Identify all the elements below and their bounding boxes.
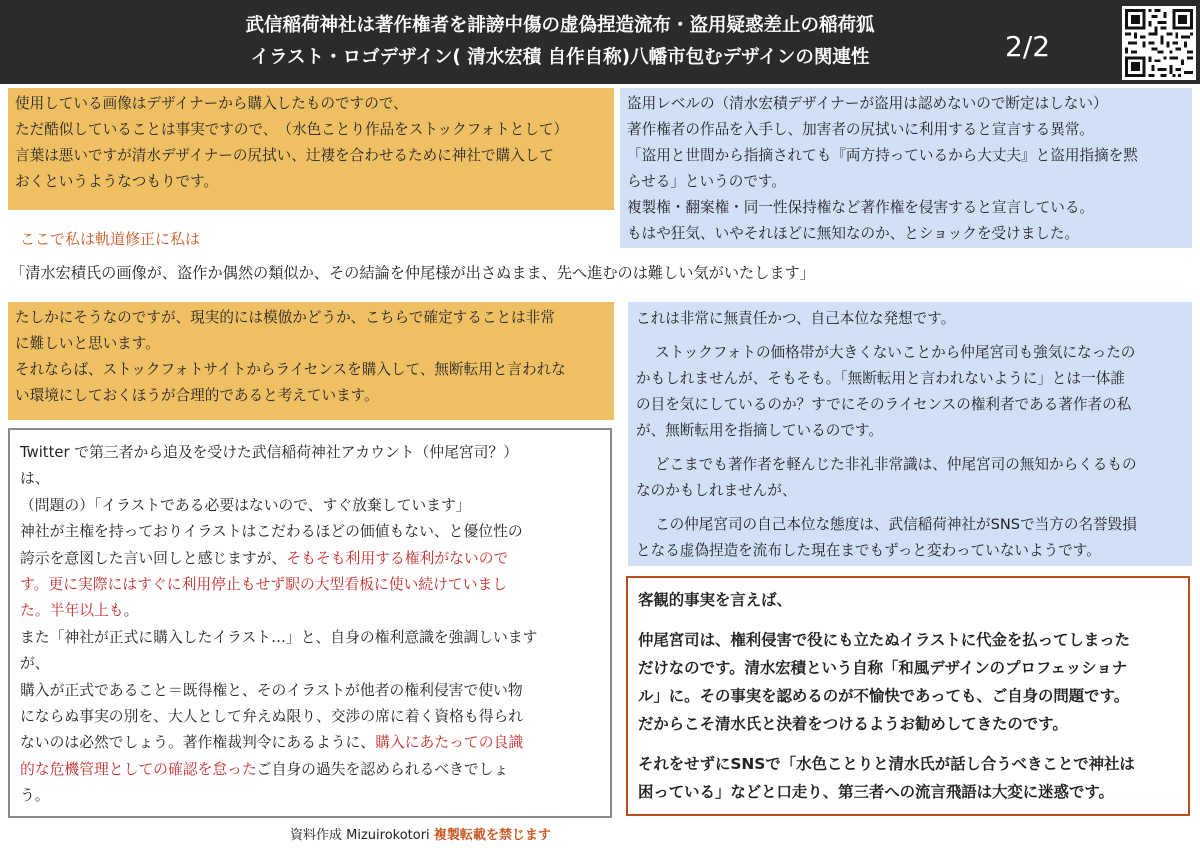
box6-line-4: ル」に。その事実を認めるのが不愉快であっても、ご自身の問題です。 [638, 687, 1130, 705]
box5-line-5b: そもそも利用する権利がないので [286, 549, 509, 567]
box6-line-2: 仲尾宮司は、権利侵害で役にも立たぬイラストに代金を払ってしまった [638, 631, 1131, 649]
box4-line-8: この仲尾宮司の自己本位な態度は、武信稲荷神社がSNSで当方の名誉毀損 [654, 516, 1137, 533]
header-bar [0, 0, 1200, 84]
box5-line-12 [20, 730, 610, 756]
twitter-account-analysis-box [8, 428, 612, 818]
box5-line-13 [20, 757, 610, 783]
page-number: 2/2 [1005, 30, 1051, 63]
box4-line-7: なのかもしれませんが、 [636, 482, 797, 499]
box2-line-5: 複製権・翻案権・同一性保持権など著作権を侵害すると宣言している。 [627, 199, 1095, 216]
box5-line-5a: 誇示を意図した言い回しと感じますが、 [20, 549, 287, 567]
box3-line-2: に難しいと思います。 [15, 335, 160, 352]
box4-line-3: かもしれませんが、そもそも。「無断転用と言われないように」とは一体誰 [636, 370, 1125, 387]
box6-line-5: だからこそ清水氏と決着をつけるようお勧めしてきたのです。 [638, 715, 1068, 733]
irresponsibility-response-box [628, 302, 1192, 566]
box5-line-14: う。 [20, 787, 50, 805]
box6-line-3: だけなのです。清水宏積という自称「和風デザインのプロフェッショナ [638, 659, 1128, 677]
quote-text: 「清水宏積氏の画像が、盗作か偶然の類似か、その結論を仲尾様が出さぬまま、先へ進むのは難しい気がいたします」 [10, 264, 815, 282]
box5-line-8: また「神社が正式に購入したイラスト…」と、自身の権利意識を強調しいます [20, 628, 538, 646]
box6-line-1: 客観的事実を言えば、 [638, 591, 792, 609]
box2-line-3: 「盗用と世間から指摘されても『両方持っているから大丈夫』と盗用指摘を黙 [627, 147, 1138, 164]
box5-line-1: Twitter で第三者から追及を受けた武信稲荷神社アカウント（仲尾宮司？） [20, 444, 519, 461]
box4-line-4: の目を気にしているのか？すでにそのライセンスの権利者である著作者の私 [636, 396, 1132, 413]
box5-line-2: は、 [20, 470, 50, 488]
correction-label: ここで私は軌道修正に私は [20, 230, 201, 248]
box4-line-2: ストックフォトの価格帯が大きくないことから仲尾宮司も強気になったの [654, 344, 1136, 361]
box5-line-12a: ないのは必然でしょう。著作権裁判令にあるように、 [20, 734, 376, 752]
box3-line-4: い環境にしておくほうが合理的であると考えています。 [15, 387, 379, 404]
box2-line-6: もはや狂気、いやそれほどに無知なのか、とショックを受けました。 [627, 225, 1080, 242]
box5-line-10: 購入が正式であること＝既得権と、そのイラストが他者の権利侵害で使い物 [20, 681, 523, 699]
box4-line-6: どこまでも著作者を軽んじた非礼非常識は、仲尾宮司の無知からくるもの [654, 456, 1137, 473]
box5-line-7a: た。半年以上も [20, 602, 124, 620]
box5-line-12b: 購入にあたっての良識 [375, 734, 524, 752]
designer-purchase-quote-box [8, 88, 614, 210]
box4-line-1: これは非常に無責任かつ、自己本位な発想です。 [636, 310, 956, 327]
box5-line-7b: 。 [123, 602, 139, 620]
box1-line-1: 使用している画像はデザイナーから購入したものですので、 [15, 95, 408, 112]
title-line-1: 武信稲荷神社は著作権者を誹謗中傷の虚偽捏造流布・盗用疑惑差止の稲荷狐 [245, 15, 875, 36]
box5-line-6: す。更に実際にはすぐに利用停止もせず駅の大型看板に使い続けていまし [20, 576, 508, 594]
box1-line-2: ただ酷似していることは事実ですので、 （水色ことり作品をストックフォトとして） [15, 121, 569, 138]
box3-line-3: それならば、ストックフォトサイトからライセンスを購入して、無断転用と言われな [15, 361, 566, 378]
objective-facts-box [626, 576, 1190, 816]
box6-line-7: 困っている」などと口走り、第三者への流言飛語は大変に迷惑です。 [638, 783, 1114, 801]
box1-line-3: 言葉は悪いですが清水デザイナーの尻拭い、辻褄を合わせるために神社で購入して [15, 147, 554, 164]
box5-line-13a: 的な危機管理としての確認を怠った [20, 760, 257, 778]
box5-line-3: （問題の）「イラストである必要はないので、すぐ放棄しています」 [20, 496, 471, 514]
box2-line-4: らせる」というのです。 [627, 173, 786, 190]
box2-line-2: 著作権者の作品を入手し、加害者の尻拭いに利用すると宣言する異常。 [627, 121, 1095, 138]
plagiarism-response-box [620, 88, 1192, 248]
box4-line-5: が、無断転用を指摘しているのです。 [636, 422, 883, 439]
box1-line-4: おくというようなつもりです。 [15, 173, 219, 190]
stock-photo-proposal-box [8, 302, 614, 420]
box5-line-9: が、 [20, 655, 50, 673]
box5-line-5 [20, 546, 610, 572]
box5-line-7 [20, 598, 610, 624]
footer-notice: 複製転載を禁じます [433, 828, 551, 843]
box2-line-1: 盗用レベルの（清水宏積デザイナーが盗用は認めないので断定はしない） [627, 95, 1108, 112]
box3-line-1: たしかにそうなのですが、現実的には模倣かどうか、こちらで確定することは非常 [15, 309, 555, 326]
footer-credit [290, 824, 551, 843]
box5-line-4: 神社が主権を持っておりイラストはこだわるほどの価値もない、と優位性の [20, 523, 523, 541]
box6-line-6: それをせずにSNSで「水色ことりと清水氏が話し合うべきことで神社は [638, 755, 1135, 773]
box4-line-9: となる虚偽捏造を流布した現在までもずっと変わっていないようです。 [636, 542, 1101, 559]
qr-code-icon [1122, 6, 1196, 80]
box5-line-13b: ご自身の過失を認められるべきでしょ [256, 760, 509, 778]
title-line-2: イラスト・ロゴデザイン( 清水宏積 自作自称)八幡市包むデザインの関連性 [250, 47, 870, 68]
footer-credit-text: 資料作成 Mizuirokotori [290, 828, 434, 843]
box5-line-11: にならぬ事実の別を、大人として弁えぬ限り、交渉の席に着く資格も得られ [20, 708, 524, 726]
page-title [150, 10, 970, 74]
